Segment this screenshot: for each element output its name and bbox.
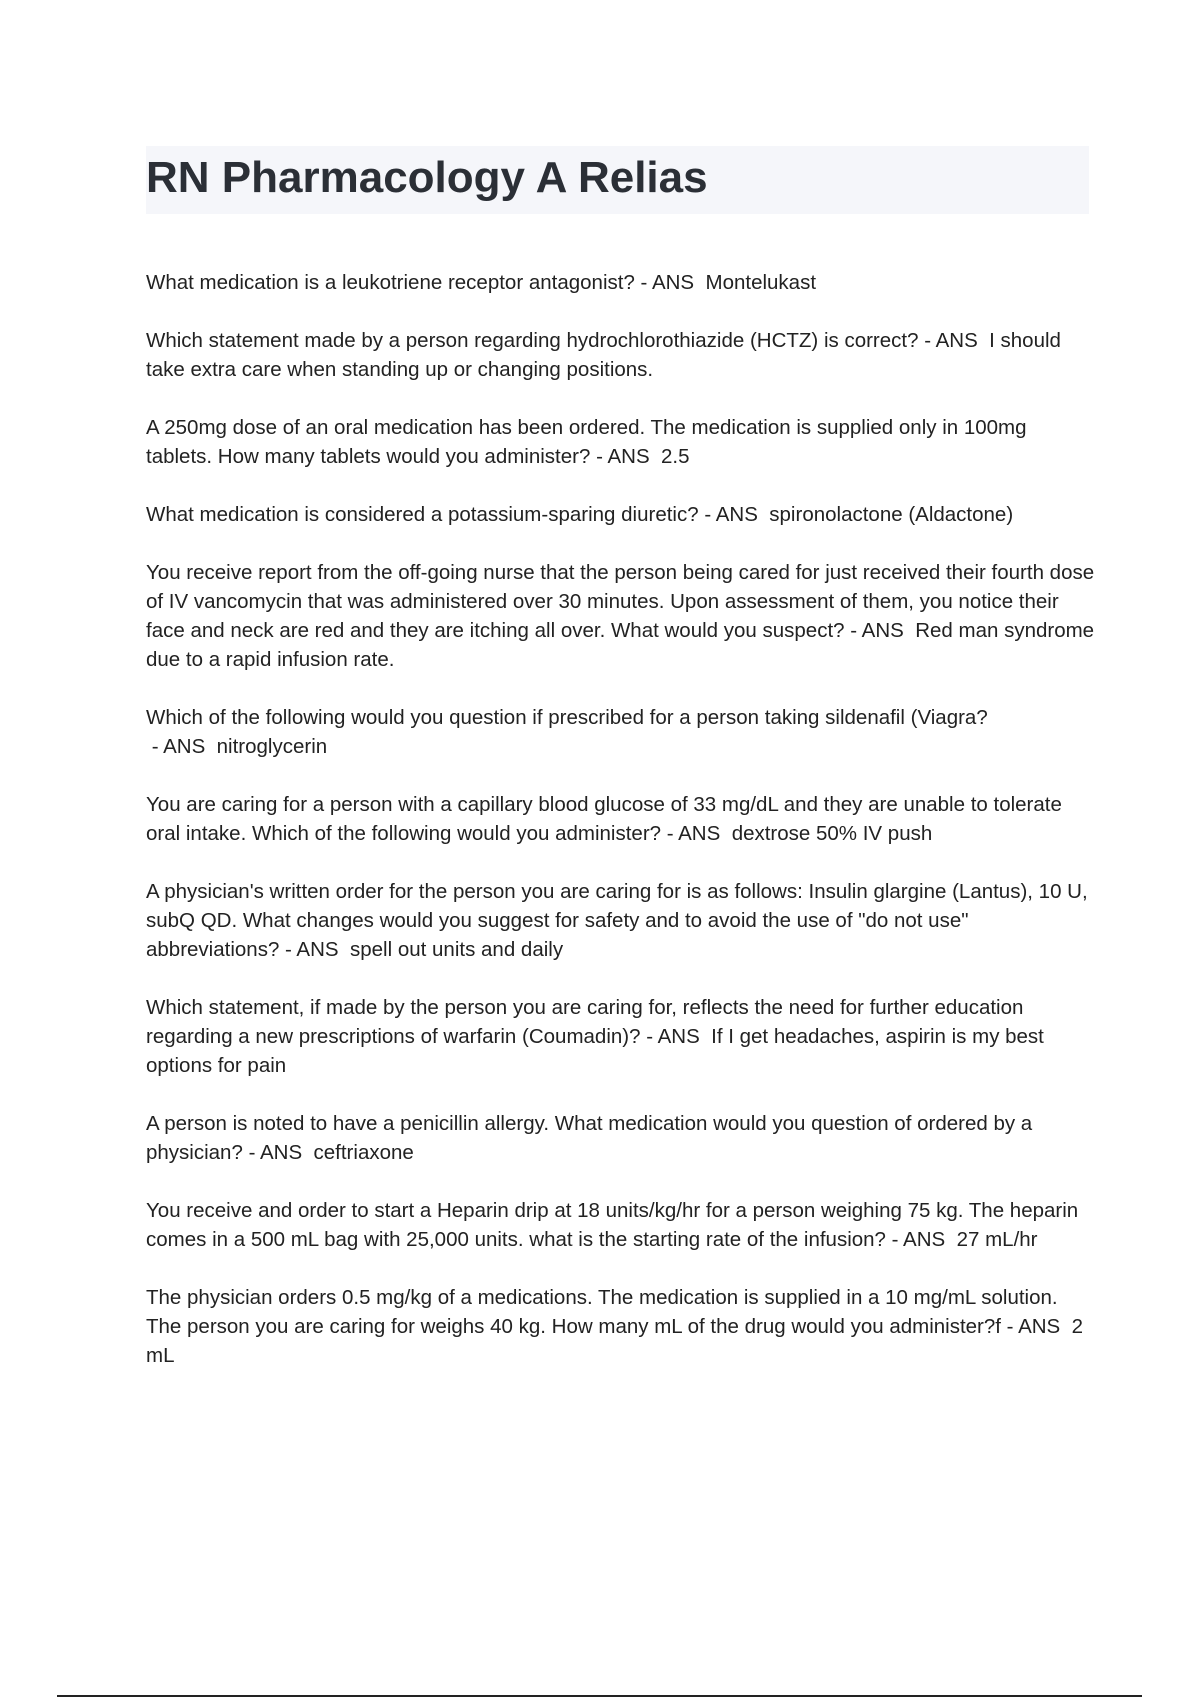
qa-item xyxy=(146,500,1096,529)
qa-item xyxy=(146,413,1096,471)
answer-separator: - ANS xyxy=(590,445,662,468)
question-text: You receive report from the off-going nurse that the person being cared for just received their fourth dose of IV vancomycin that was administered over 30 minutes. Upon assessment of them, you notice their face and neck are red and they are itching all over. What would you suspect? xyxy=(146,561,1095,642)
answer-text: 27 mL/hr xyxy=(956,1228,1038,1251)
answer-text: nitroglycerin xyxy=(216,735,328,758)
answer-separator: - ANS xyxy=(698,503,770,526)
answer-text: 2 mL xyxy=(146,1315,1084,1367)
answer-text: spell out units and daily xyxy=(349,938,564,961)
answer-separator: - ANS xyxy=(1000,1315,1072,1338)
qa-item xyxy=(146,703,1096,761)
question-text: You are caring for a person with a capillary blood glucose of 33 mg/dL and they are unable to tolerate oral intake. Which of the following would you administer? xyxy=(146,793,1062,845)
qa-item xyxy=(146,326,1096,384)
qa-item xyxy=(146,790,1096,848)
answer-text: ceftriaxone xyxy=(313,1141,414,1164)
qa-item xyxy=(146,1109,1096,1167)
footer-divider xyxy=(57,1695,1142,1697)
title-banner xyxy=(146,146,1089,214)
answer-separator: - ANS xyxy=(146,735,217,758)
answer-separator: - ANS xyxy=(661,822,732,845)
question-text: What medication is a leukotriene receptor antagonist? xyxy=(146,271,635,294)
qa-item xyxy=(146,877,1096,964)
answer-text: I should take extra care when standing up or changing positions. xyxy=(146,329,1061,381)
answer-text: If I get headaches, aspirin is my best options for pain xyxy=(146,1025,1044,1077)
answer-separator: - ANS xyxy=(242,1141,314,1164)
question-text: Which statement, if made by the person you are caring for, reflects the need for further education regarding a new prescriptions of warfarin (Coumadin)? xyxy=(146,996,1024,1048)
qa-item xyxy=(146,1196,1096,1254)
question-text: The physician orders 0.5 mg/kg of a medications. The medication is supplied in a 10 mg/mL solution. The person you are caring for weighs 40 kg. How many mL of the drug would you administer?f xyxy=(146,1286,1058,1338)
question-text: A physician's written order for the person you are caring for is as follows: Insulin glargine (Lantus), 10 U, subQ QD. What changes would you suggest for safety and to avoid the use of "do not use" abbreviations? xyxy=(146,880,1088,961)
question-text: Which of the following would you question if prescribed for a person taking sildenafil (Viagra? xyxy=(146,706,988,729)
question-text: A person is noted to have a penicillin allergy. What medication would you question of ordered by a physician? xyxy=(146,1112,1033,1164)
answer-text: 2.5 xyxy=(661,445,690,468)
answer-separator: - ANS xyxy=(918,329,990,352)
qa-item xyxy=(146,1283,1096,1370)
question-text: A 250mg dose of an oral medication has been ordered. The medication is supplied only in 100mg tablets. How many tablets would you administer? xyxy=(146,416,1027,468)
answer-separator: - ANS xyxy=(885,1228,957,1251)
question-text: What medication is considered a potassium-sparing diuretic? xyxy=(146,503,699,526)
answer-text: Red man syndrome due to a rapid infusion rate. xyxy=(146,619,1095,671)
answer-text: Montelukast xyxy=(705,271,817,294)
answer-separator: - ANS xyxy=(634,271,706,294)
answer-separator: - ANS xyxy=(279,938,350,961)
qa-item xyxy=(146,558,1096,674)
question-text: You receive and order to start a Heparin drip at 18 units/kg/hr for a person weighing 75 kg. The heparin comes in a 500 mL bag with 25,000 units. what is the starting rate of the infusion? xyxy=(146,1199,1079,1251)
answer-text: spironolactone (Aldactone) xyxy=(769,503,1014,526)
page-title: RN Pharmacology A Relias xyxy=(146,153,708,202)
qa-item xyxy=(146,993,1096,1080)
answer-text: dextrose 50% IV push xyxy=(731,822,933,845)
qa-list xyxy=(146,268,1096,1399)
answer-separator: - ANS xyxy=(640,1025,712,1048)
answer-separator: - ANS xyxy=(844,619,916,642)
question-text: Which statement made by a person regarding hydrochlorothiazide (HCTZ) is correct? xyxy=(146,329,919,352)
qa-item xyxy=(146,268,1096,297)
